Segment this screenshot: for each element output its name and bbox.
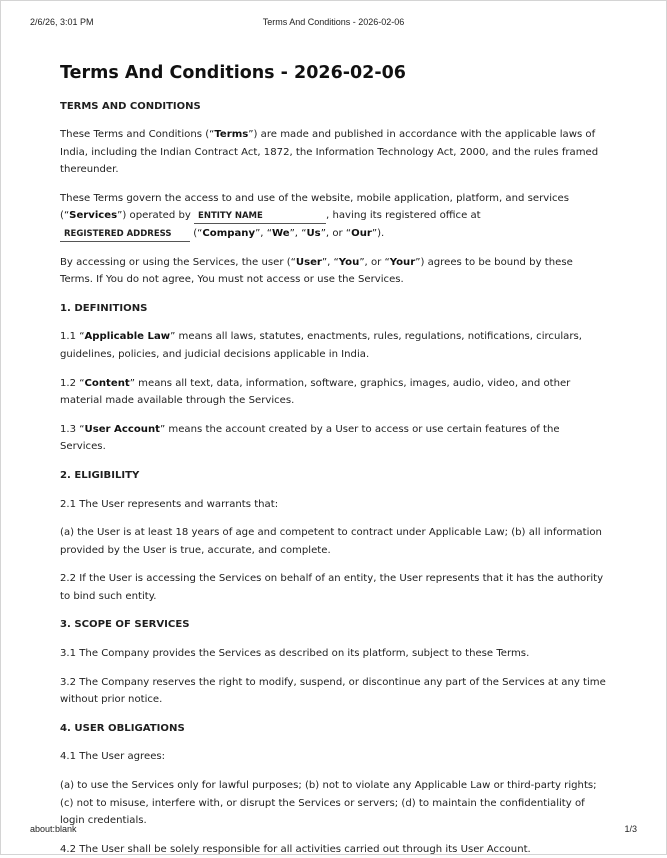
clause-2-1: 2.1 The User represents and warrants that: (60, 498, 279, 510)
defined-term: You (338, 256, 360, 268)
document-title: Terms And Conditions - 2026-02-06 (60, 63, 406, 83)
clause-3-2: 3.2 The Company reserves the right to modify, suspend, or discontinue any part of the Services at any time without prior notice. (60, 676, 606, 706)
clause-3-1: 3.1 The Company provides the Services as described on its platform, subject to these Terms. (60, 648, 530, 660)
defined-term: Services (69, 210, 118, 222)
registered-address-placeholder: REGISTERED ADDRESS (60, 228, 190, 242)
print-url: about:blank (30, 824, 77, 834)
section-heading-definitions: 1. DEFINITIONS (60, 302, 148, 314)
print-doc-title: Terms And Conditions - 2026-02-06 (262, 17, 405, 27)
defined-term: Our (351, 227, 372, 239)
section-heading-user-obligations: 4. USER OBLIGATIONS (60, 722, 185, 734)
defined-term: Us (306, 227, 321, 239)
clause-4-2: 4.2 The User shall be solely responsible for all activities carried out through its User Account. (60, 843, 531, 855)
defined-term: Terms (214, 129, 249, 140)
definition-1-2: 1.2 “Content” means all text, data, information, software, graphics, images, audio, video, and other material made available through the Services. (60, 377, 571, 407)
entity-name-placeholder: ENTITY NAME (194, 210, 326, 224)
print-header (30, 17, 637, 31)
intro-paragraph-3: By accessing or using the Services, the user (“User”, “You”, or “Your”) agrees to be bound by these Terms. If You do not agree, You must not access or use the Services. (60, 256, 573, 286)
definition-1-1: 1.1 “Applicable Law” means all laws, statutes, enactments, rules, regulations, notifications, circulars, guidelines, policies, and judicial decisions applicable in India. (60, 331, 582, 360)
document-body (60, 58, 608, 858)
print-footer (30, 824, 637, 838)
defined-term: Your (389, 256, 416, 268)
clause-2-2: 2.2 If the User is accessing the Services on behalf of an entity, the User represents that it has the authority to bind such entity. (60, 573, 604, 602)
defined-term: Applicable Law (84, 331, 171, 343)
defined-term: We (271, 227, 290, 239)
section-heading-scope: 3. SCOPE OF SERVICES (60, 619, 190, 631)
print-datetime: 2/6/26, 3:01 PM (30, 17, 94, 27)
intro-paragraph-2: These Terms govern the access to and use of the website, mobile application, platform, and services (“Services”) operated by ENTITY NAME , having its registered office at REGISTERED ADDRESS (“Company”, “We”, “Us”, or “Our”). (60, 190, 608, 243)
definition-1-3: 1.3 “User Account” means the account created by a User to access or use certain features of the Services. (60, 423, 560, 453)
document-subtitle: TERMS AND CONDITIONS (60, 101, 201, 112)
page-indicator: 1/3 (624, 824, 637, 834)
clause-4-1: 4.1 The User agrees: (60, 751, 166, 763)
defined-term: Content (84, 377, 130, 389)
clause-4-1-items: (a) to use the Services only for lawful purposes; (b) not to violate any Applicable Law or third-party rights; (c) not to misuse, interfere with, or disrupt the Services or servers; (d) to maintain the confidentiality of login credentials. (60, 780, 597, 827)
defined-term: User (295, 256, 322, 268)
section-heading-eligibility: 2. ELIGIBILITY (60, 469, 140, 481)
defined-term: User Account (84, 423, 160, 435)
defined-term: Company (202, 227, 256, 239)
clause-2-1-items: (a) the User is at least 18 years of age and competent to contract under Applicable Law; (b) all information provided by the User is true, accurate, and complete. (60, 527, 602, 556)
intro-paragraph-1: These Terms and Conditions (“Terms”) are made and published in accordance with the applicable laws of India, including the Indian Contract Act, 1872, the Information Technology Act, 2000, and the rules framed thereunder. (60, 129, 599, 176)
